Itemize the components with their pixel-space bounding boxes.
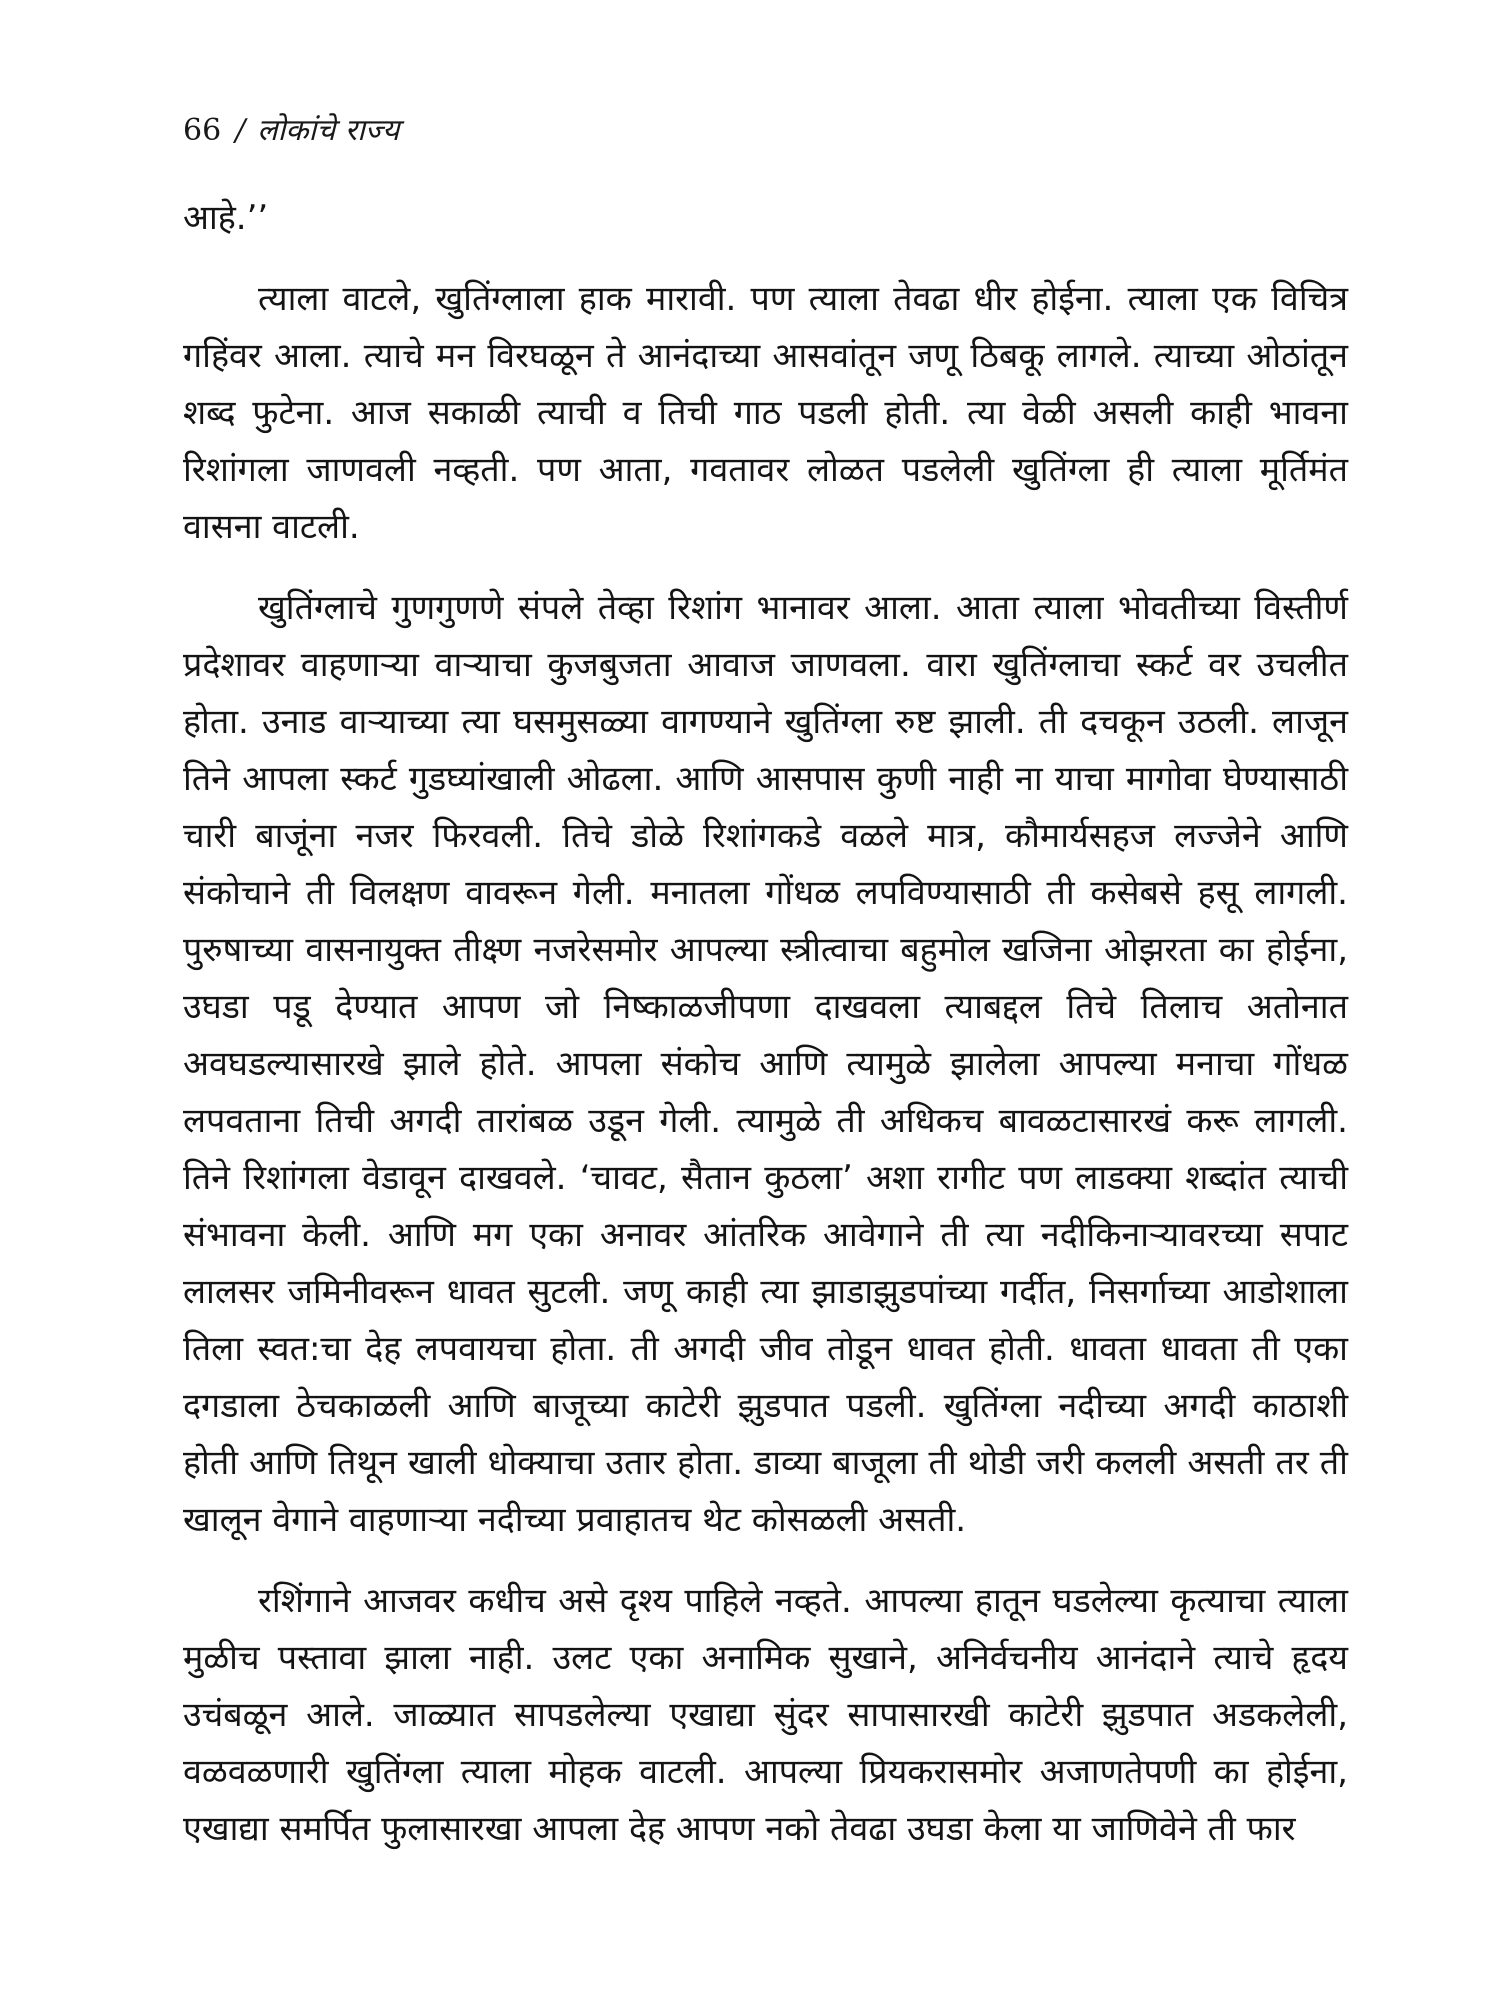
paragraph-continuation: आहे.’’ — [183, 198, 269, 238]
paragraph: खुतिंग्लाचे गुणगुणणे संपले तेव्हा रिशांग भानावर आला. आता त्याला भोवतीच्या विस्तीर्ण प्रदेशावर वाहणाऱ्या वाऱ्याचा कुजबुजता आवाज जाणवला. वारा खुतिंग्लाचा स्कर्ट वर उचलीत होता. उनाड वाऱ्याच्या त्या घसमुसळ्या वागण्याने खुतिंग्ला रुष्ट झाली. ती दचकून उठली. लाजून तिने आपला स्कर्ट गुडघ्यांखाली ओढला. आणि आसपास कुणी नाही ना याचा मागोवा घेण्यासाठी चारी बाजूंना नजर फिरवली. तिचे डोळे रिशांगकडे वळले मात्र, कौमार्यसहज लज्जेने आणि संकोचाने ती विलक्षण वावरून गेली. मनातला गोंधळ लपविण्यासाठी ती कसेबसे हसू लागली. पुरुषाच्या वासनायुक्त तीक्ष्ण नजरेसमोर आपल्या स्त्रीत्वाचा बहुमोल खजिना ओझरता का होईना, उघडा पडू देण्यात आपण जो निष्काळजीपणा दाखवला त्याबद्दल तिचे तिलाच अतोनात अवघडल्यासारखे झाले होते. आपला संकोच आणि त्यामुळे झालेला आपल्या मनाचा गोंधळ लपवताना तिची अगदी तारांबळ उडून गेली. त्यामुळे ती अधिकच बावळटासारखं करू लागली. तिने रिशांगला वेडावून दाखवले. ‘चावट, सैतान कुठला’ अशा रागीट पण लाडक्या शब्दांत त्याची संभावना केली. आणि मग एका अनावर आंतरिक आवेगाने ती त्या नदीकिनाऱ्यावरच्या सपाट लालसर जमिनीवरून धावत सुटली. जणू काही त्या झाडाझुडपांच्या गर्दीत, निसर्गाच्या आडोशाला तिला स्वत:चा देह लपवायचा होता. ती अगदी जीव तोडून धावत होती. धावता धावता ती एका दगडाला ठेचकाळली आणि बाजूच्या काटेरी झुडपात पडली. खुतिंग्ला नदीच्या अगदी काठाशी होती आणि तिथून खाली धोक्याचा उतार होता. डाव्या बाजूला ती थोडी जरी कलली असती तर ती खालून वेगाने वाहणाऱ्या नदीच्या प्रवाहातच थेट कोसळली असती. — [183, 588, 1348, 1540]
running-header — [183, 108, 399, 149]
body-text — [183, 190, 1348, 1858]
book-title: लोकांचे राज्य — [257, 113, 400, 148]
page-number: 66 — [183, 113, 222, 148]
paragraph: रशिंगाने आजवर कधीच असे दृश्य पाहिले नव्हते. आपल्या हातून घडलेल्या कृत्याचा त्याला मुळीच पस्तावा झाला नाही. उलट एका अनामिक सुखाने, अनिर्वचनीय आनंदाने त्याचे हृदय उचंबळून आले. जाळ्यात सापडलेल्या एखाद्या सुंदर सापासारखी काटेरी झुडपात अडकलेली, वळवळणारी खुतिंग्ला त्याला मोहक वाटली. आपल्या प्रियकरासमोर अजाणतेपणी का होईना, एखाद्या समर्पित फुलासारखा आपला देह आपण नको तेवढा उघडा केला या जाणिवेने ती फार — [183, 1581, 1348, 1849]
paragraph: त्याला वाटले, खुतिंग्लाला हाक मारावी. पण त्याला तेवढा धीर होईना. त्याला एक विचित्र गहिंवर आला. त्याचे मन विरघळून ते आनंदाच्या आसवांतून जणू ठिबकू लागले. त्याच्या ओठांतून शब्द फुटेना. आज सकाळी त्याची व तिची गाठ पडली होती. त्या वेळी असली काही भावना रिशांगला जाणवली नव्हती. पण आता, गवतावर लोळत पडलेली खुतिंग्ला ही त्याला मूर्तिमंत वासना वाटली. — [183, 279, 1348, 547]
header-separator: / — [235, 113, 246, 148]
